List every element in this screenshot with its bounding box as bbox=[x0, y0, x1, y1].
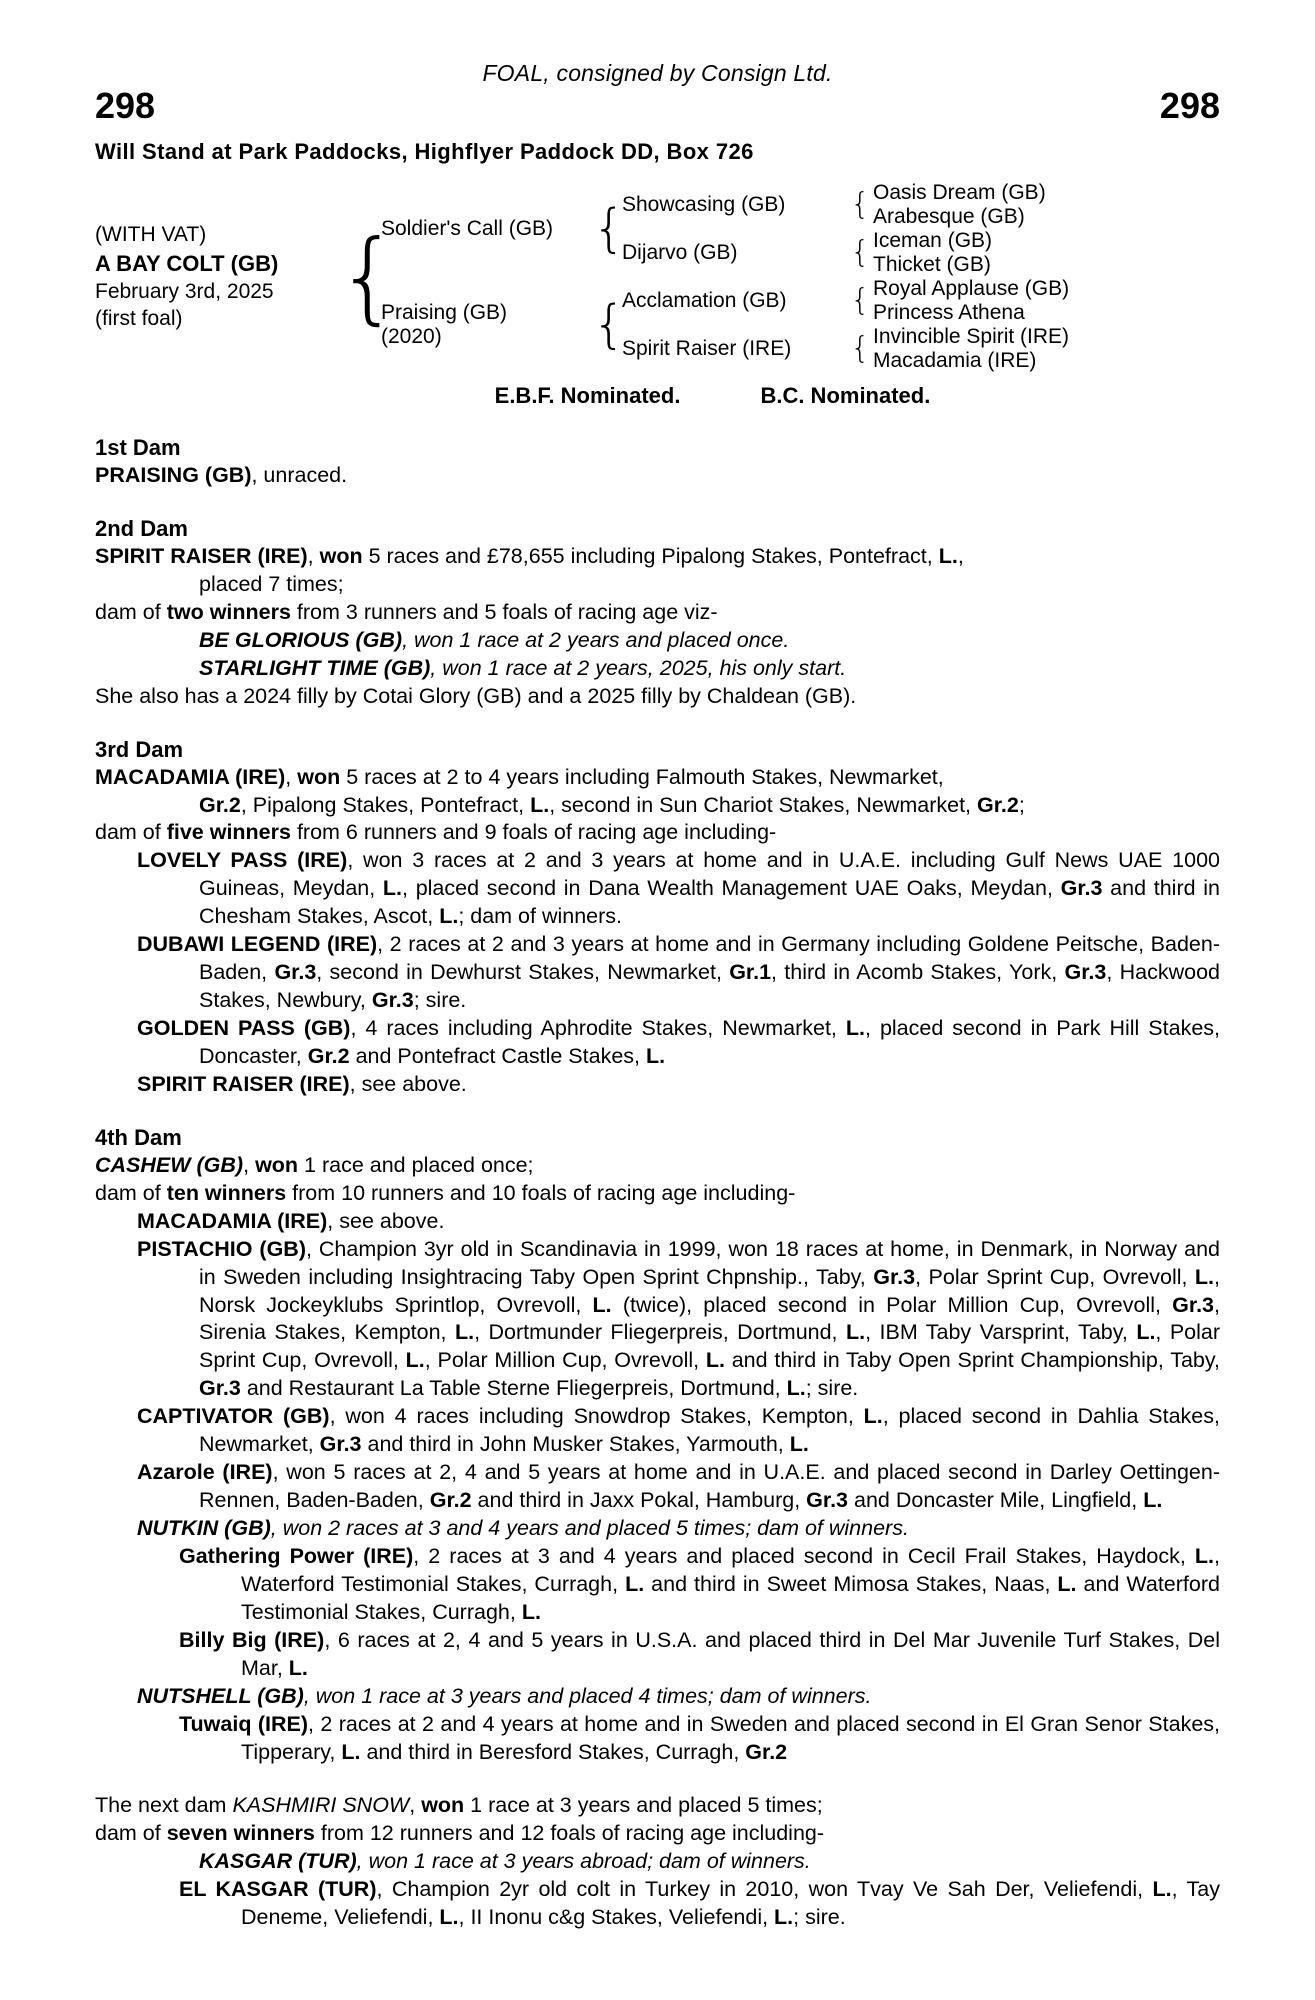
gg-5: Royal Applause (GB) bbox=[873, 277, 1070, 300]
nutshell-name: NUTSHELL (GB) bbox=[137, 1683, 304, 1708]
damof-count: two winners bbox=[166, 599, 291, 624]
progeny-entry bbox=[95, 1515, 1220, 1543]
sire-sire: Showcasing (GB) bbox=[622, 193, 786, 216]
kasgar-text: , won 1 race at 3 years abroad; dam of winners. bbox=[356, 1849, 811, 1874]
damof-pre: dam of bbox=[95, 599, 167, 624]
subject-name: A BAY COLT (GB) bbox=[95, 250, 279, 276]
nextdam-rest: 1 race at 3 years and placed 5 times; bbox=[464, 1793, 823, 1818]
sire-name: Soldier's Call (GB) bbox=[381, 217, 554, 240]
dam-cell bbox=[381, 277, 596, 373]
subentry-text: , 2 races at 3 and 4 years and placed second in Cecil Frail Stakes, Haydock, L., Waterford Testimonial Stakes, Curragh, L. and third in Sweet Mimosa Stakes, Naas, L. and Waterford Testimonial Stakes, Curragh, L. bbox=[241, 1543, 1220, 1624]
sire-dam: Dijarvo (GB) bbox=[622, 241, 738, 264]
damof4-pre: dam of bbox=[95, 1180, 167, 1205]
entry-name: PISTACHIO (GB) bbox=[137, 1236, 306, 1261]
damof3-count: five winners bbox=[166, 820, 291, 845]
l3-text: , second in Sun Chariot Stakes, Newmarket, bbox=[549, 792, 977, 817]
entry-text: , won 4 races including Snowdrop Stakes, Kempton, L., placed second in Dahlia Stakes, Newmarket, Gr.3 and third in John Musker Stakes, Yarmouth, L. bbox=[199, 1404, 1220, 1457]
praising-name: PRAISING (GB) bbox=[95, 463, 252, 487]
vat-note: (WITH VAT) bbox=[95, 222, 207, 246]
lot-number-row bbox=[95, 85, 1220, 127]
entry-name: NUTKIN (GB) bbox=[137, 1516, 271, 1540]
subject-note: (first foal) bbox=[95, 307, 183, 331]
lot-number-right: 298 bbox=[1159, 85, 1220, 126]
entry-text: , see above. bbox=[349, 1071, 467, 1096]
progeny-entry bbox=[95, 847, 1220, 931]
cashew-name: CASHEW (GB) bbox=[95, 1152, 244, 1177]
damof4-post: from 10 runners and 10 foals of racing age including- bbox=[286, 1180, 796, 1205]
dam-year: (2020) bbox=[381, 325, 442, 348]
progeny-entry bbox=[95, 1071, 1220, 1099]
starlight-time-name: STARLIGHT TIME (GB) bbox=[199, 655, 431, 680]
be-glorious-text: , won 1 race at 2 years and placed once. bbox=[402, 627, 790, 652]
gg-7: Invincible Spirit (IRE) bbox=[873, 325, 1070, 348]
pedigree-chart bbox=[95, 181, 1220, 373]
parents-block bbox=[381, 181, 596, 373]
comma: , bbox=[957, 543, 964, 568]
won-label: won bbox=[319, 543, 363, 568]
entry-name: GOLDEN PASS (GB) bbox=[137, 1016, 351, 1040]
damof3-post: from 6 runners and 9 foals of racing age including- bbox=[290, 820, 777, 845]
dam-sire: Acclamation (GB) bbox=[622, 289, 787, 312]
dam-dam: Spirit Raiser (IRE) bbox=[622, 337, 792, 360]
macadamia-rest: 5 races at 2 to 4 years including Falmouth Stakes, Newmarket, bbox=[340, 764, 944, 789]
spirit-raiser-rest: 5 races and £78,655 including Pipalong Stakes, Pontefract, bbox=[362, 543, 939, 568]
progeny-entry bbox=[95, 1236, 1220, 1404]
subentry-text: , 6 races at 2, 4 and 5 years in U.S.A. and placed third in Del Mar Juvenile Turf Stakes, Del Mar, L. bbox=[241, 1627, 1220, 1680]
second-dam-closing: She also has a 2024 filly by Cotai Glory (GB) and a 2025 filly by Chaldean (GB). bbox=[95, 683, 857, 708]
brace-level-1: { bbox=[336, 218, 400, 335]
entry-text: , 4 races including Aphrodite Stakes, Newmarket, L., placed second in Park Hill Stakes, Doncaster, Gr.2 and Pontefract Castle Stakes, L. bbox=[199, 1016, 1220, 1068]
won-label-4: won bbox=[255, 1152, 299, 1177]
grade-l3: L. bbox=[530, 792, 550, 817]
brace-level-3-column: { { { { bbox=[850, 187, 870, 366]
starlight-time-text: , won 1 race at 2 years, 2025, his only start. bbox=[430, 655, 847, 680]
entry-name: MACADAMIA (IRE) bbox=[137, 1208, 328, 1233]
gr2a-text: , Pipalong Stakes, Pontefract, bbox=[240, 792, 531, 817]
progeny-starlight-time bbox=[95, 655, 1220, 683]
entry-text: , see above. bbox=[327, 1208, 445, 1233]
subject-foaled: February 3rd, 2025 bbox=[95, 279, 274, 303]
progeny-be-glorious bbox=[95, 627, 1220, 655]
gg-8: Macadamia (IRE) bbox=[873, 349, 1037, 372]
third-dam-entries bbox=[95, 847, 1220, 1098]
grade-l: L. bbox=[938, 543, 958, 568]
brace-level-2-column: { { bbox=[592, 199, 626, 355]
stand-at-line: Will Stand at Park Paddocks, Highflyer Paddock DD, Box 726 bbox=[95, 139, 754, 164]
fourth-dam-damof bbox=[95, 1180, 1220, 1208]
entry-name: DUBAWI LEGEND (IRE) bbox=[137, 932, 378, 957]
fourth-dam-line: CASHEW (GB), won 1 race and placed once; bbox=[95, 1152, 534, 1177]
gg-4: Thicket (GB) bbox=[873, 253, 991, 276]
tuwaiq-name: Tuwaiq (IRE) bbox=[179, 1711, 309, 1736]
grandparents-block bbox=[622, 181, 847, 373]
progeny-el-kasgar bbox=[95, 1876, 1220, 1932]
tuwaiq-text: , 2 races at 2 and 4 years at home and in Sweden and placed second in El Gran Senor Stakes, Tipperary, L. and third in Beresford Stakes, Curragh, Gr.2 bbox=[241, 1711, 1220, 1764]
second-dam-line: SPIRIT RAISER (IRE), won 5 races and £78,655 including Pipalong Stakes, Pontefract, L., bbox=[95, 543, 964, 568]
entry-text: , won 2 races at 3 and 4 years and placed 5 times; dam of winners. bbox=[270, 1516, 909, 1540]
entry-text: , won 5 races at 2, 4 and 5 years at home and in U.A.E. and placed second in Darley Oettingen-Rennen, Baden-Baden, Gr.2 and third in Jaxx Pokal, Hamburg, Gr.3 and Doncaster Mile, Lingfield, L. bbox=[199, 1460, 1220, 1513]
subentry-name: Gathering Power (IRE) bbox=[179, 1543, 414, 1568]
damof3-pre: dam of bbox=[95, 820, 167, 845]
progeny-kasgar bbox=[95, 1848, 1220, 1876]
damof5-post: from 12 runners and 12 foals of racing age including- bbox=[314, 1821, 825, 1846]
entry-text: , 2 races at 2 and 3 years at home and in Germany including Goldene Peitsche, Baden-Baden, Gr.3, second in Dewhurst Stakes, Newmarket, Gr.1, third in Acomb Stakes, York, Gr.3, Hackwood Stakes, Newbury, Gr.3; sire. bbox=[199, 932, 1220, 1013]
nominated-row bbox=[95, 383, 1220, 409]
second-dam-placed: placed 7 times; bbox=[199, 571, 344, 596]
entry-text: , Champion 3yr old in Scandinavia in 1999, won 18 races at home, in Denmark, in Norway and in Sweden including Insightracing Taby Open Sprint Chpnship., Taby, Gr.3, Polar Sprint Cup, Ovrevoll, L., Norsk Jockeyklubs Sprintlop, Ovrevoll, L. (twice), placed second in Polar Million Cup, Ovrevoll, Gr.3, Sirenia Stakes, Kempton, L., Dortmunder Fliegerpreis, Dortmund, L., IBM Taby Varsprint, Taby, L., Polar Sprint Cup, Ovrevoll, L., Polar Million Cup, Ovrevoll, L. and third in Taby Open Sprint Championship, Taby, Gr.3 and Restaurant La Table Sterne Fliegerpreis, Dortmund, L.; sire. bbox=[199, 1236, 1221, 1401]
fourth-dam-section bbox=[95, 1125, 1220, 1767]
fourth-dam-heading: 4th Dam bbox=[95, 1124, 182, 1150]
great-grandparents-block bbox=[873, 181, 1133, 373]
progeny-entry bbox=[95, 1208, 1220, 1236]
second-dam-damof bbox=[95, 599, 1220, 627]
progeny-entry bbox=[95, 1403, 1220, 1459]
subject-block bbox=[95, 181, 355, 373]
third-dam-line: MACADAMIA (IRE), won 5 races at 2 to 4 years including Falmouth Stakes, Newmarket, bbox=[95, 764, 944, 789]
first-dam-section bbox=[95, 435, 1220, 490]
spirit-raiser-name: SPIRIT RAISER (IRE) bbox=[95, 543, 308, 568]
ebf-nominated: E.B.F. Nominated. bbox=[494, 383, 681, 408]
consignor-line: FOAL, consigned by Consign Ltd. bbox=[482, 60, 833, 86]
macadamia-name: MACADAMIA (IRE) bbox=[95, 764, 286, 789]
nextdam-pre: The next dam bbox=[95, 1793, 233, 1818]
second-dam-section bbox=[95, 516, 1220, 711]
sire-cell bbox=[381, 181, 596, 277]
kasgar-name: KASGAR (TUR) bbox=[199, 1849, 357, 1874]
gg-1: Oasis Dream (GB) bbox=[873, 181, 1046, 204]
first-dam-heading: 1st Dam bbox=[95, 435, 181, 460]
damof5-pre: dam of bbox=[95, 1821, 167, 1846]
cashew-rest: 1 race and placed once; bbox=[298, 1152, 534, 1177]
third-dam-heading: 3rd Dam bbox=[95, 736, 184, 762]
praising-rest: , unraced. bbox=[251, 463, 348, 487]
second-dam-heading: 2nd Dam bbox=[95, 515, 188, 541]
won-label-3: won bbox=[297, 764, 341, 789]
be-glorious-name: BE GLORIOUS (GB) bbox=[199, 627, 403, 652]
el-kasgar-text: , Champion 2yr old colt in Turkey in 2010, won Tvay Ve Sah Der, Veliefendi, L., Tay Deneme, Veliefendi, L., II Inonu c&g Stakes, Veliefendi, L.; sire. bbox=[241, 1877, 1220, 1930]
entry-name: CAPTIVATOR (GB) bbox=[137, 1404, 330, 1429]
semicolon: ; bbox=[1018, 792, 1025, 817]
progeny-subentry bbox=[95, 1543, 1220, 1627]
entry-text: , won 3 races at 2 and 3 years at home and in U.A.E. including Gulf News UAE 1000 Guineas, Meydan, L., placed second in Dana Wealth Management UAE Oaks, Meydan, Gr.3 and third in Chesham Stakes, Ascot, L.; dam of winners. bbox=[199, 848, 1221, 929]
third-dam-damof bbox=[95, 819, 1220, 847]
gg-6: Princess Athena bbox=[873, 301, 1025, 324]
bc-nominated: B.C. Nominated. bbox=[760, 383, 931, 408]
gg-2: Arabesque (GB) bbox=[873, 205, 1025, 228]
progeny-entry bbox=[95, 1683, 1220, 1711]
entry-name: Azarole (IRE) bbox=[137, 1460, 273, 1485]
third-dam-line2 bbox=[95, 792, 1220, 820]
damof5-count: seven winners bbox=[166, 1821, 315, 1846]
grade-gr2b: Gr.2 bbox=[977, 792, 1019, 817]
subentry-name: Billy Big (IRE) bbox=[179, 1627, 325, 1652]
progeny-entry bbox=[95, 1015, 1220, 1071]
nutshell-text: , won 1 race at 3 years and placed 4 times; dam of winners. bbox=[303, 1683, 872, 1708]
progeny-entry bbox=[95, 931, 1220, 1015]
won-label-5: won bbox=[421, 1793, 465, 1818]
gg-3: Iceman (GB) bbox=[873, 229, 993, 252]
next-dam-section bbox=[95, 1792, 1220, 1932]
first-dam-line bbox=[95, 462, 1220, 490]
damof4-count: ten winners bbox=[166, 1180, 287, 1205]
lot-number-left: 298 bbox=[95, 85, 156, 126]
progeny-subentry bbox=[95, 1711, 1220, 1767]
next-dam-damof bbox=[95, 1820, 1220, 1848]
entry-name: LOVELY PASS (IRE) bbox=[137, 848, 348, 873]
damof-post: from 3 runners and 5 foals of racing age viz- bbox=[290, 599, 718, 624]
progeny-subentry bbox=[95, 1627, 1220, 1683]
kashmiri-snow-name: KASHMIRI SNOW bbox=[232, 1793, 410, 1818]
progeny-entry bbox=[95, 1459, 1220, 1515]
el-kasgar-name: EL KASGAR (TUR) bbox=[179, 1877, 377, 1902]
grade-gr2a: Gr.2 bbox=[199, 792, 241, 817]
dam-name: Praising (GB) bbox=[381, 301, 508, 324]
third-dam-section bbox=[95, 737, 1220, 1099]
next-dam-line: The next dam KASHMIRI SNOW, won 1 race at 3 years and placed 5 times; bbox=[95, 1793, 823, 1818]
entry-name: SPIRIT RAISER (IRE) bbox=[137, 1071, 350, 1096]
